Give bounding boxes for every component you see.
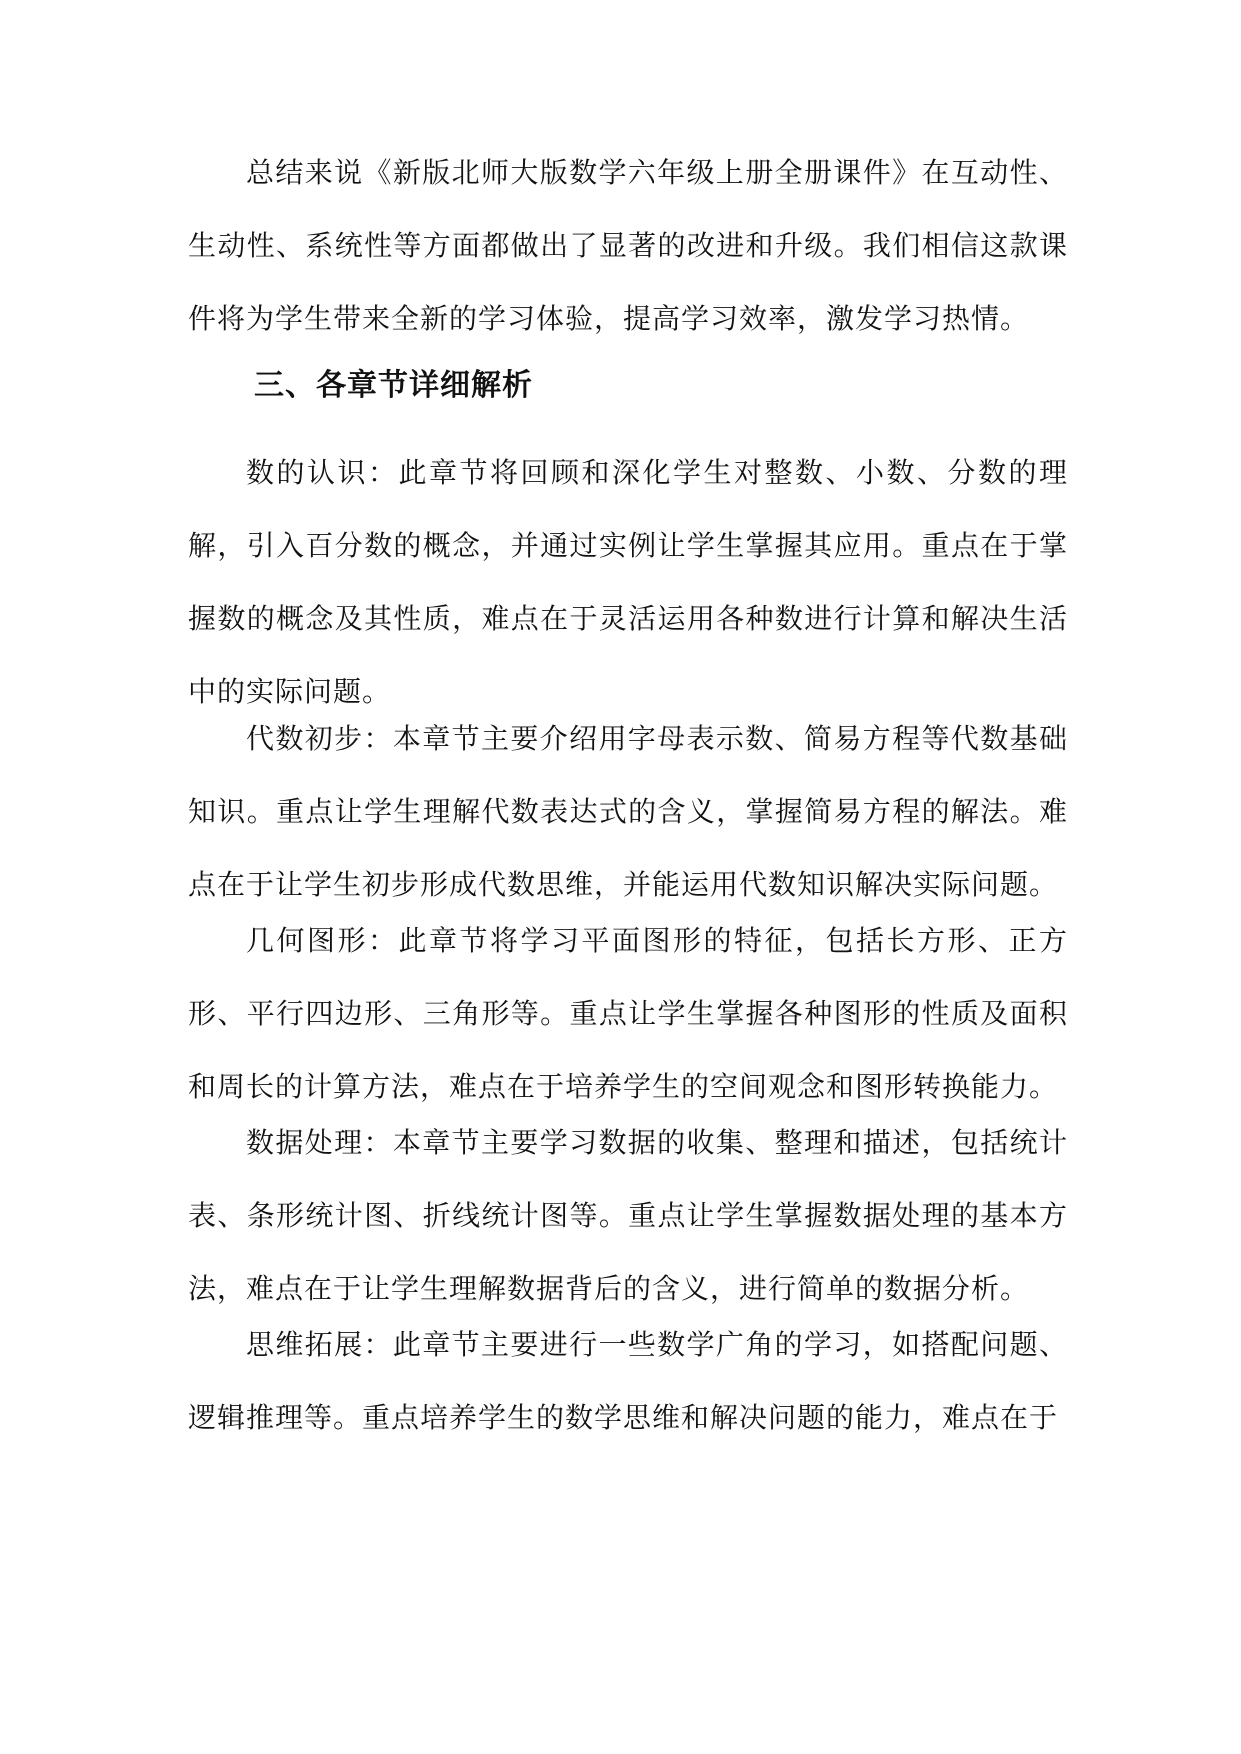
section-heading: 三、各章节详细解析 [254,368,533,403]
chapter-paragraph-data-processing: 数据处理：本章节主要学习数据的收集、整理和描述，包括统计表、条形统计图、折线统计图等。重点让学生掌握数据处理的基本方法，难点在于让学生理解数据背后的含义，进行简单的数据分析。 [188,1126,1068,1305]
chapter-paragraph-number-recognition: 数的认识：此章节将回顾和深化学生对整数、小数、分数的理解，引入百分数的概念，并通过实例让学生掌握其应用。重点在于掌握数的概念及其性质，难点在于灵活运用各种数进行计算和解决生活中的实际问题。 [188,456,1068,708]
chapter-paragraph-thinking-extension: 思维拓展：此章节主要进行一些数学广角的学习，如搭配问题、逻辑推理等。重点培养学生的数学思维和解决问题的能力，难点在于 [188,1328,1068,1434]
chapter-paragraph-geometry: 几何图形：此章节将学习平面图形的特征，包括长方形、正方形、平行四边形、三角形等。重点让学生掌握各种图形的性质及面积和周长的计算方法，难点在于培养学生的空间观念和图形转换能力。 [188,924,1068,1103]
document-page [188,0,1068,1754]
summary-paragraph: 总结来说《新版北师大版数学六年级上册全册课件》在互动性、生动性、系统性等方面都做出了显著的改进和升级。我们相信这款课件将为学生带来全新的学习体验，提高学习效率，激发学习热情。 [188,156,1068,335]
chapter-paragraph-algebra: 代数初步：本章节主要介绍用字母表示数、简易方程等代数基础知识。重点让学生理解代数表达式的含义，掌握简易方程的解法。难点在于让学生初步形成代数思维，并能运用代数知识解决实际问题。 [188,722,1068,901]
